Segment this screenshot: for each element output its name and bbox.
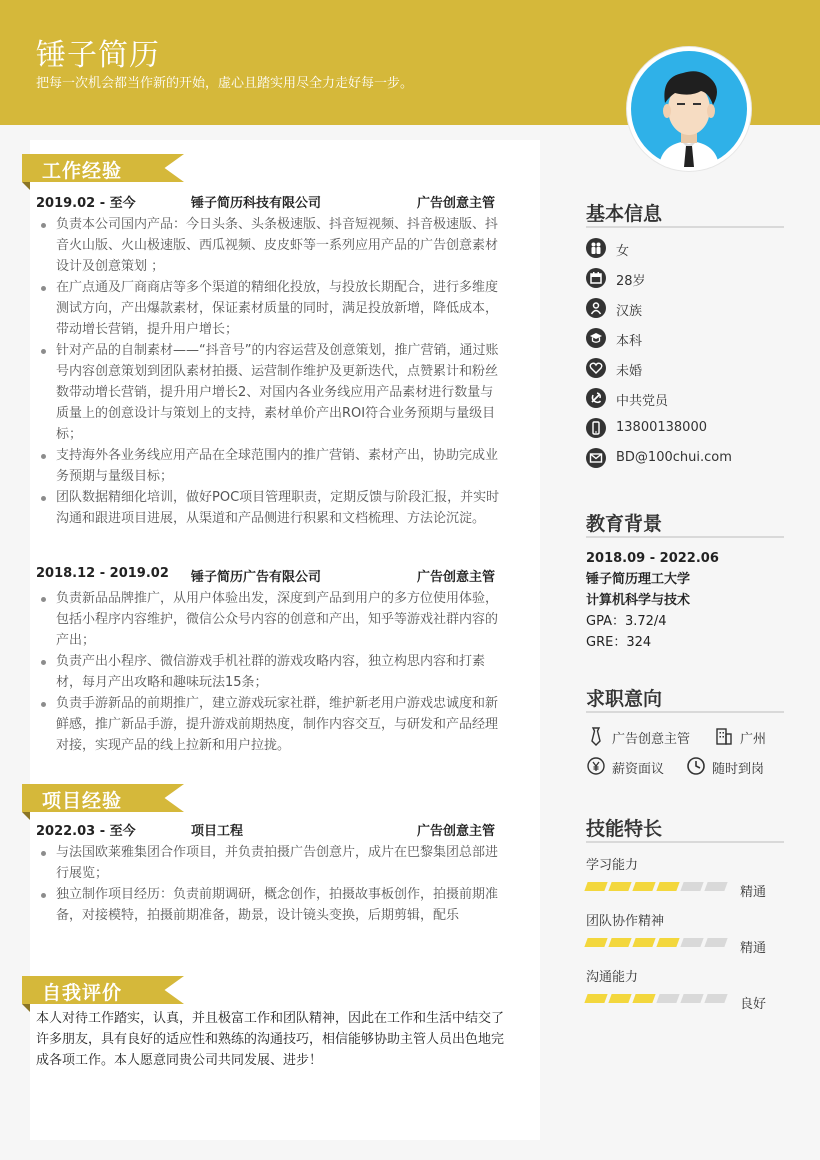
skill-name: 团队协作精神 (586, 914, 665, 929)
building-icon (714, 726, 734, 746)
basic-info-title: 基本信息 (586, 203, 663, 225)
skill-segment (704, 938, 727, 947)
info-value: 未婚 (616, 364, 643, 379)
skill-name: 学习能力 (586, 858, 639, 873)
list-item: 独立制作项目经历：负责前期调研，概念创作，拍摄故事板创作，拍摄前期准备，对接模特，拍摄前期准备，勘景，设计镜头变换，后期剪辑，配乐 (36, 884, 506, 926)
skill-segment (584, 882, 607, 891)
person-icon (586, 298, 606, 318)
list-item: 负责新品品牌推广，从用户体验出发，深度到产品到用户的多方位使用体验，包括小程序内容维护，微信公众号内容的创意和产出，知乎等游戏社群内容的产出； (36, 588, 506, 651)
info-value: BD@100chui.com (616, 450, 732, 465)
project-details-list (36, 842, 506, 926)
job-company: 锤子简历科技有限公司 (191, 196, 322, 211)
tie-icon (586, 726, 606, 746)
education-major: 计算机科学与技术 (586, 593, 691, 608)
project-role: 广告创意主管 (417, 824, 496, 839)
education-title: 教育背景 (586, 513, 663, 535)
intent-title: 求职意向 (586, 688, 663, 710)
divider (586, 711, 784, 713)
job-role: 广告创意主管 (417, 196, 496, 211)
section-header-work (22, 154, 184, 184)
self-evaluation-text: 本人对待工作踏实，认真，并且极富工作和团队精神，因此在工作和生活中结交了许多朋友，具有良好的适应性和熟练的沟通技巧，相信能够协助主管人员出色地完成各项工作。本人愿意同贵公司共同发展、进步！ (36, 1011, 505, 1068)
phone-icon (586, 418, 606, 438)
list-item: 在广点通及厂商商店等多个渠道的精细化投放，与投放长期配合，进行多维度测试方向，产出爆款素材，保证素材质量的同时，满足投放新增，降低成本，带动增长营销，提升用户增长； (36, 277, 506, 340)
skill-level: 良好 (740, 997, 767, 1012)
job-date: 2019.02 - 至今 (36, 196, 136, 211)
heart-icon (586, 358, 606, 378)
graduation-cap-icon (586, 328, 606, 348)
skill-segment (608, 938, 631, 947)
info-value: 13800138000 (616, 420, 707, 435)
skill-segment (680, 938, 703, 947)
divider (586, 536, 784, 538)
skill-segment (584, 938, 607, 947)
list-item: 负责产出小程序、微信游戏手机社群的游戏攻略内容，独立构思内容和打素材，每月产出攻略和趣味玩法15条； (36, 651, 506, 693)
education-school: 锤子简历理工大学 (586, 572, 691, 587)
skill-segment (632, 882, 655, 891)
list-item: 负责手游新品的前期推广，建立游戏玩家社群，维护新老用户游戏忠诚度和新鲜感，推广新品手游，提升游戏前期热度，制作内容交互，与研发和产品经理对接，实现产品的线上拉新和用户拉拢。 (36, 693, 506, 756)
main-content-card (30, 140, 540, 1140)
skill-segment (608, 882, 631, 891)
skill-segment (680, 994, 703, 1003)
skill-segment (704, 994, 727, 1003)
list-item: 支持海外各业务线应用产品在全球范围内的推广营销、素材产出，协助完成业务预期与量级目标； (36, 445, 506, 487)
section-header-project (22, 784, 184, 814)
clock-icon (686, 756, 706, 776)
skill-segment (656, 994, 679, 1003)
skill-segment (632, 994, 655, 1003)
education-date: 2018.09 - 2022.06 (586, 551, 719, 566)
info-value: 本科 (616, 334, 643, 349)
job-duties-list (36, 588, 506, 756)
info-value: 中共党员 (616, 394, 669, 409)
section-header-self (22, 976, 184, 1006)
intent-value: 随时到岗 (712, 762, 765, 777)
divider (586, 226, 784, 228)
divider (586, 841, 784, 843)
intent-value: 广告创意主管 (612, 732, 691, 747)
section-title-self: 自我评价 (42, 982, 123, 1004)
section-tag-fold (22, 812, 30, 820)
calendar-icon (586, 268, 606, 288)
intent-value: 薪资面议 (612, 762, 665, 777)
info-value: 28岁 (616, 274, 646, 289)
resume-name: 锤子简历 (36, 38, 160, 73)
party-emblem-icon (586, 388, 606, 408)
skill-segment (680, 882, 703, 891)
list-item: 负责本公司国内产品：今日头条、头条极速版、抖音短视频、抖音极速版、抖音火山版、火山极速版、西瓜视频、皮皮虾等一系列应用产品的广告创意素材设计及创意策划 ； (36, 214, 506, 277)
skill-segment (656, 882, 679, 891)
section-title-work: 工作经验 (42, 160, 123, 182)
skill-segment (632, 938, 655, 947)
project-header (36, 820, 506, 838)
list-item: 团队数据精细化培训，做好POC项目管理职责，定期反馈与阶段汇报，并实时沟通和跟进项目进展，从渠道和产品侧进行积累和文档梳理、方法论沉淀。 (36, 487, 506, 529)
mail-icon (586, 448, 606, 468)
job-company: 锤子简历广告有限公司 (191, 570, 322, 585)
education-gre: GRE：324 (586, 635, 652, 650)
job-header (36, 192, 506, 210)
skill-level: 精通 (740, 941, 767, 956)
skill-segment (656, 938, 679, 947)
skill-segment (584, 994, 607, 1003)
skill-segment (608, 994, 631, 1003)
job-date: 2018.12 - 2019.02 (36, 566, 169, 581)
skill-level: 精通 (740, 885, 767, 900)
education-gpa: GPA：3.72/4 (586, 614, 667, 629)
yen-icon (586, 756, 606, 776)
skills-title: 技能特长 (586, 818, 663, 840)
skill-segment (704, 882, 727, 891)
list-item: 与法国欧莱雅集团合作项目，并负责拍摄广告创意片，成片在巴黎集团总部进行展览； (36, 842, 506, 884)
resume-slogan: 把每一次机会都当作新的开始，虚心且踏实用尽全力走好每一步。 (36, 76, 414, 91)
project-date: 2022.03 - 至今 (36, 824, 136, 839)
section-tag-fold (22, 1004, 30, 1012)
info-value: 女 (616, 244, 630, 259)
job-role: 广告创意主管 (417, 570, 496, 585)
gender-icon (586, 238, 606, 258)
job-header (36, 566, 506, 584)
section-tag-fold (22, 182, 30, 190)
info-value: 汉族 (616, 304, 643, 319)
list-item: 针对产品的自制素材——“抖音号”的内容运营及创意策划，推广营销，通过账号内容创意策划到团队素材拍摄、运营制作维护及更新迭代，点赞累计和粉丝数带动增长营销，提升用户增长2、对国内各业务线应用产品素材进行数量与质量上的创意设计与策划上的支持，素材单价产出ROI符合业务预期与量级目标； (36, 340, 506, 445)
avatar (627, 47, 751, 171)
project-name: 项目工程 (191, 824, 244, 839)
intent-value: 广州 (740, 732, 767, 747)
job-duties-list (36, 214, 506, 529)
skill-name: 沟通能力 (586, 970, 639, 985)
section-title-project: 项目经验 (42, 790, 123, 812)
education-block (586, 548, 719, 653)
